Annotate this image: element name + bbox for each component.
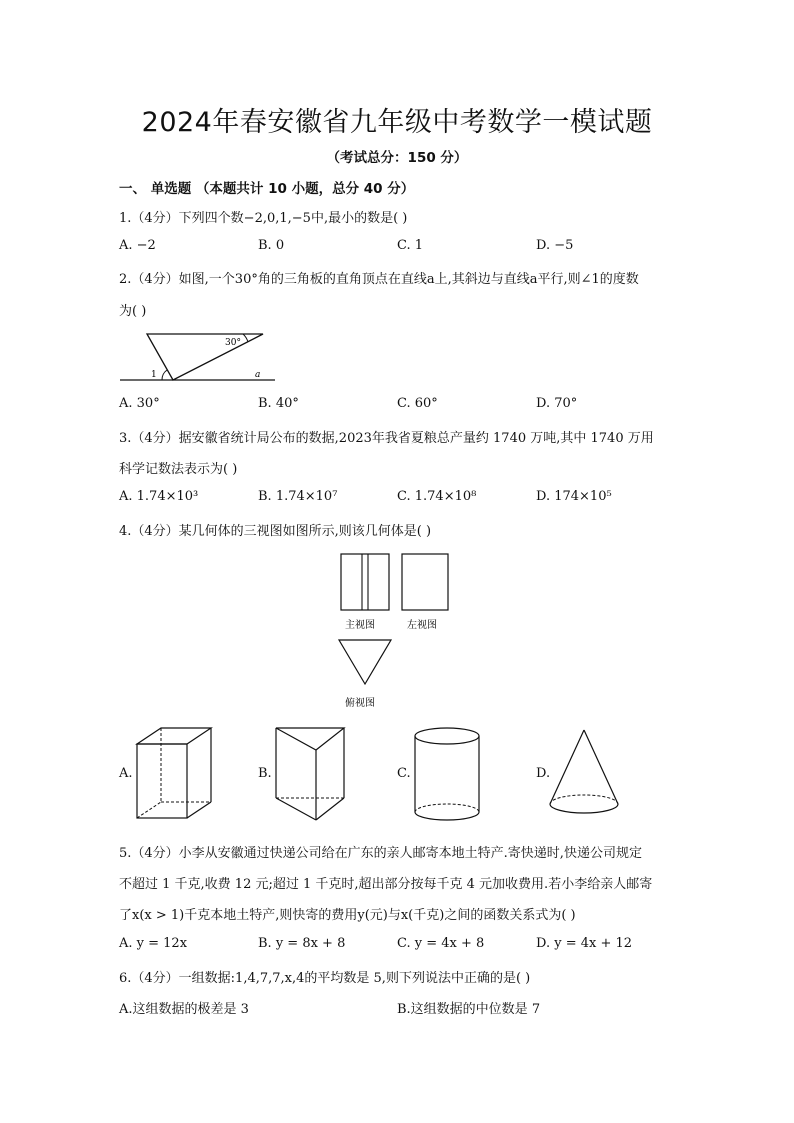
q4-option-a-prism [133, 724, 217, 822]
q4-option-b: B. [258, 766, 272, 781]
q4-option-b-triangular-prism [272, 724, 352, 824]
q2-stem-line2: 为( ) [119, 304, 147, 319]
q3-option-d: D. 174×10⁵ [536, 489, 612, 504]
q1-option-d: D. −5 [536, 238, 574, 253]
angle-1-arc [162, 370, 167, 380]
q4-three-views [333, 546, 453, 712]
angle-1-label: 1 [151, 370, 157, 380]
top-view [339, 640, 391, 684]
q2-option-b: B. 40° [258, 396, 299, 411]
left-view-label: 左视图 [407, 620, 437, 631]
q3-stem-line2: 科学记数法表示为( ) [119, 462, 238, 477]
q1-option-a: A. −2 [119, 238, 156, 253]
q1-option-c: C. 1 [397, 238, 424, 253]
q6-option-a: A.这组数据的极差是 3 [119, 1002, 249, 1017]
q4-option-c-cylinder [411, 724, 483, 824]
exam-subtitle: （考试总分：150 分） [326, 150, 468, 166]
q4-option-d-cone [546, 726, 622, 818]
q4-option-d: D. [536, 766, 551, 781]
q5-option-b: B. y = 8x + 8 [258, 936, 346, 951]
q5-stem-line3: 了x(x > 1)千克本地土特产,则快寄的费用y(元)与x(千克)之间的函数关系式为( ) [119, 908, 576, 923]
q6-stem: 6.（4分）一组数据:1,4,7,7,x,4的平均数是 5,则下列说法中正确的是( ) [119, 971, 531, 986]
line-a-label: a [255, 370, 261, 380]
q5-option-d: D. y = 4x + 12 [536, 936, 633, 951]
q2-option-d: D. 70° [536, 396, 578, 411]
exam-title: 2024年春安徽省九年级中考数学一模试题 [141, 107, 653, 138]
top-view-label: 俯视图 [345, 698, 375, 709]
q3-option-a: A. 1.74×10³ [119, 489, 199, 504]
section-heading: 一、 单选题 （本题共计 10 小题，总分 40 分） [119, 181, 415, 197]
q2-triangle-figure [115, 322, 285, 388]
angle-30-arc [243, 334, 248, 342]
q3-option-c: C. 1.74×10⁸ [397, 489, 477, 504]
q5-stem-line2: 不超过 1 千克,收费 12 元;超过 1 千克时,超出部分按每千克 4 元加收费用.若小李给亲人邮寄 [119, 877, 653, 892]
angle-30-label: 30° [225, 338, 241, 348]
front-view-label: 主视图 [345, 620, 375, 631]
q4-option-c: C. [397, 766, 411, 781]
q3-stem-line1: 3.（4分）据安徽省统计局公布的数据,2023年我省夏粮总产量约 1740 万吨,其中 1740 万用 [119, 431, 654, 446]
q4-stem: 4.（4分）某几何体的三视图如图所示,则该几何体是( ) [119, 524, 432, 539]
q3-option-b: B. 1.74×10⁷ [258, 489, 338, 504]
q2-stem-line1: 2.（4分）如图,一个30°角的三角板的直角顶点在直线a上,其斜边与直线a平行,则∠1的度数 [119, 272, 639, 287]
q5-stem-line1: 5.（4分）小李从安徽通过快递公司给在广东的亲人邮寄本地土特产.寄快递时,快递公司规定 [119, 846, 642, 861]
q5-option-a: A. y = 12x [119, 936, 188, 951]
q1-option-b: B. 0 [258, 238, 285, 253]
front-view [341, 554, 389, 610]
q2-option-c: C. 60° [397, 396, 438, 411]
q2-option-a: A. 30° [119, 396, 160, 411]
q4-option-a: A. [119, 766, 133, 781]
q6-option-b: B.这组数据的中位数是 7 [397, 1002, 541, 1017]
q1-stem: 1.（4分）下列四个数−2,0,1,−5中,最小的数是( ) [119, 211, 408, 226]
left-view [402, 554, 448, 610]
q5-option-c: C. y = 4x + 8 [397, 936, 485, 951]
